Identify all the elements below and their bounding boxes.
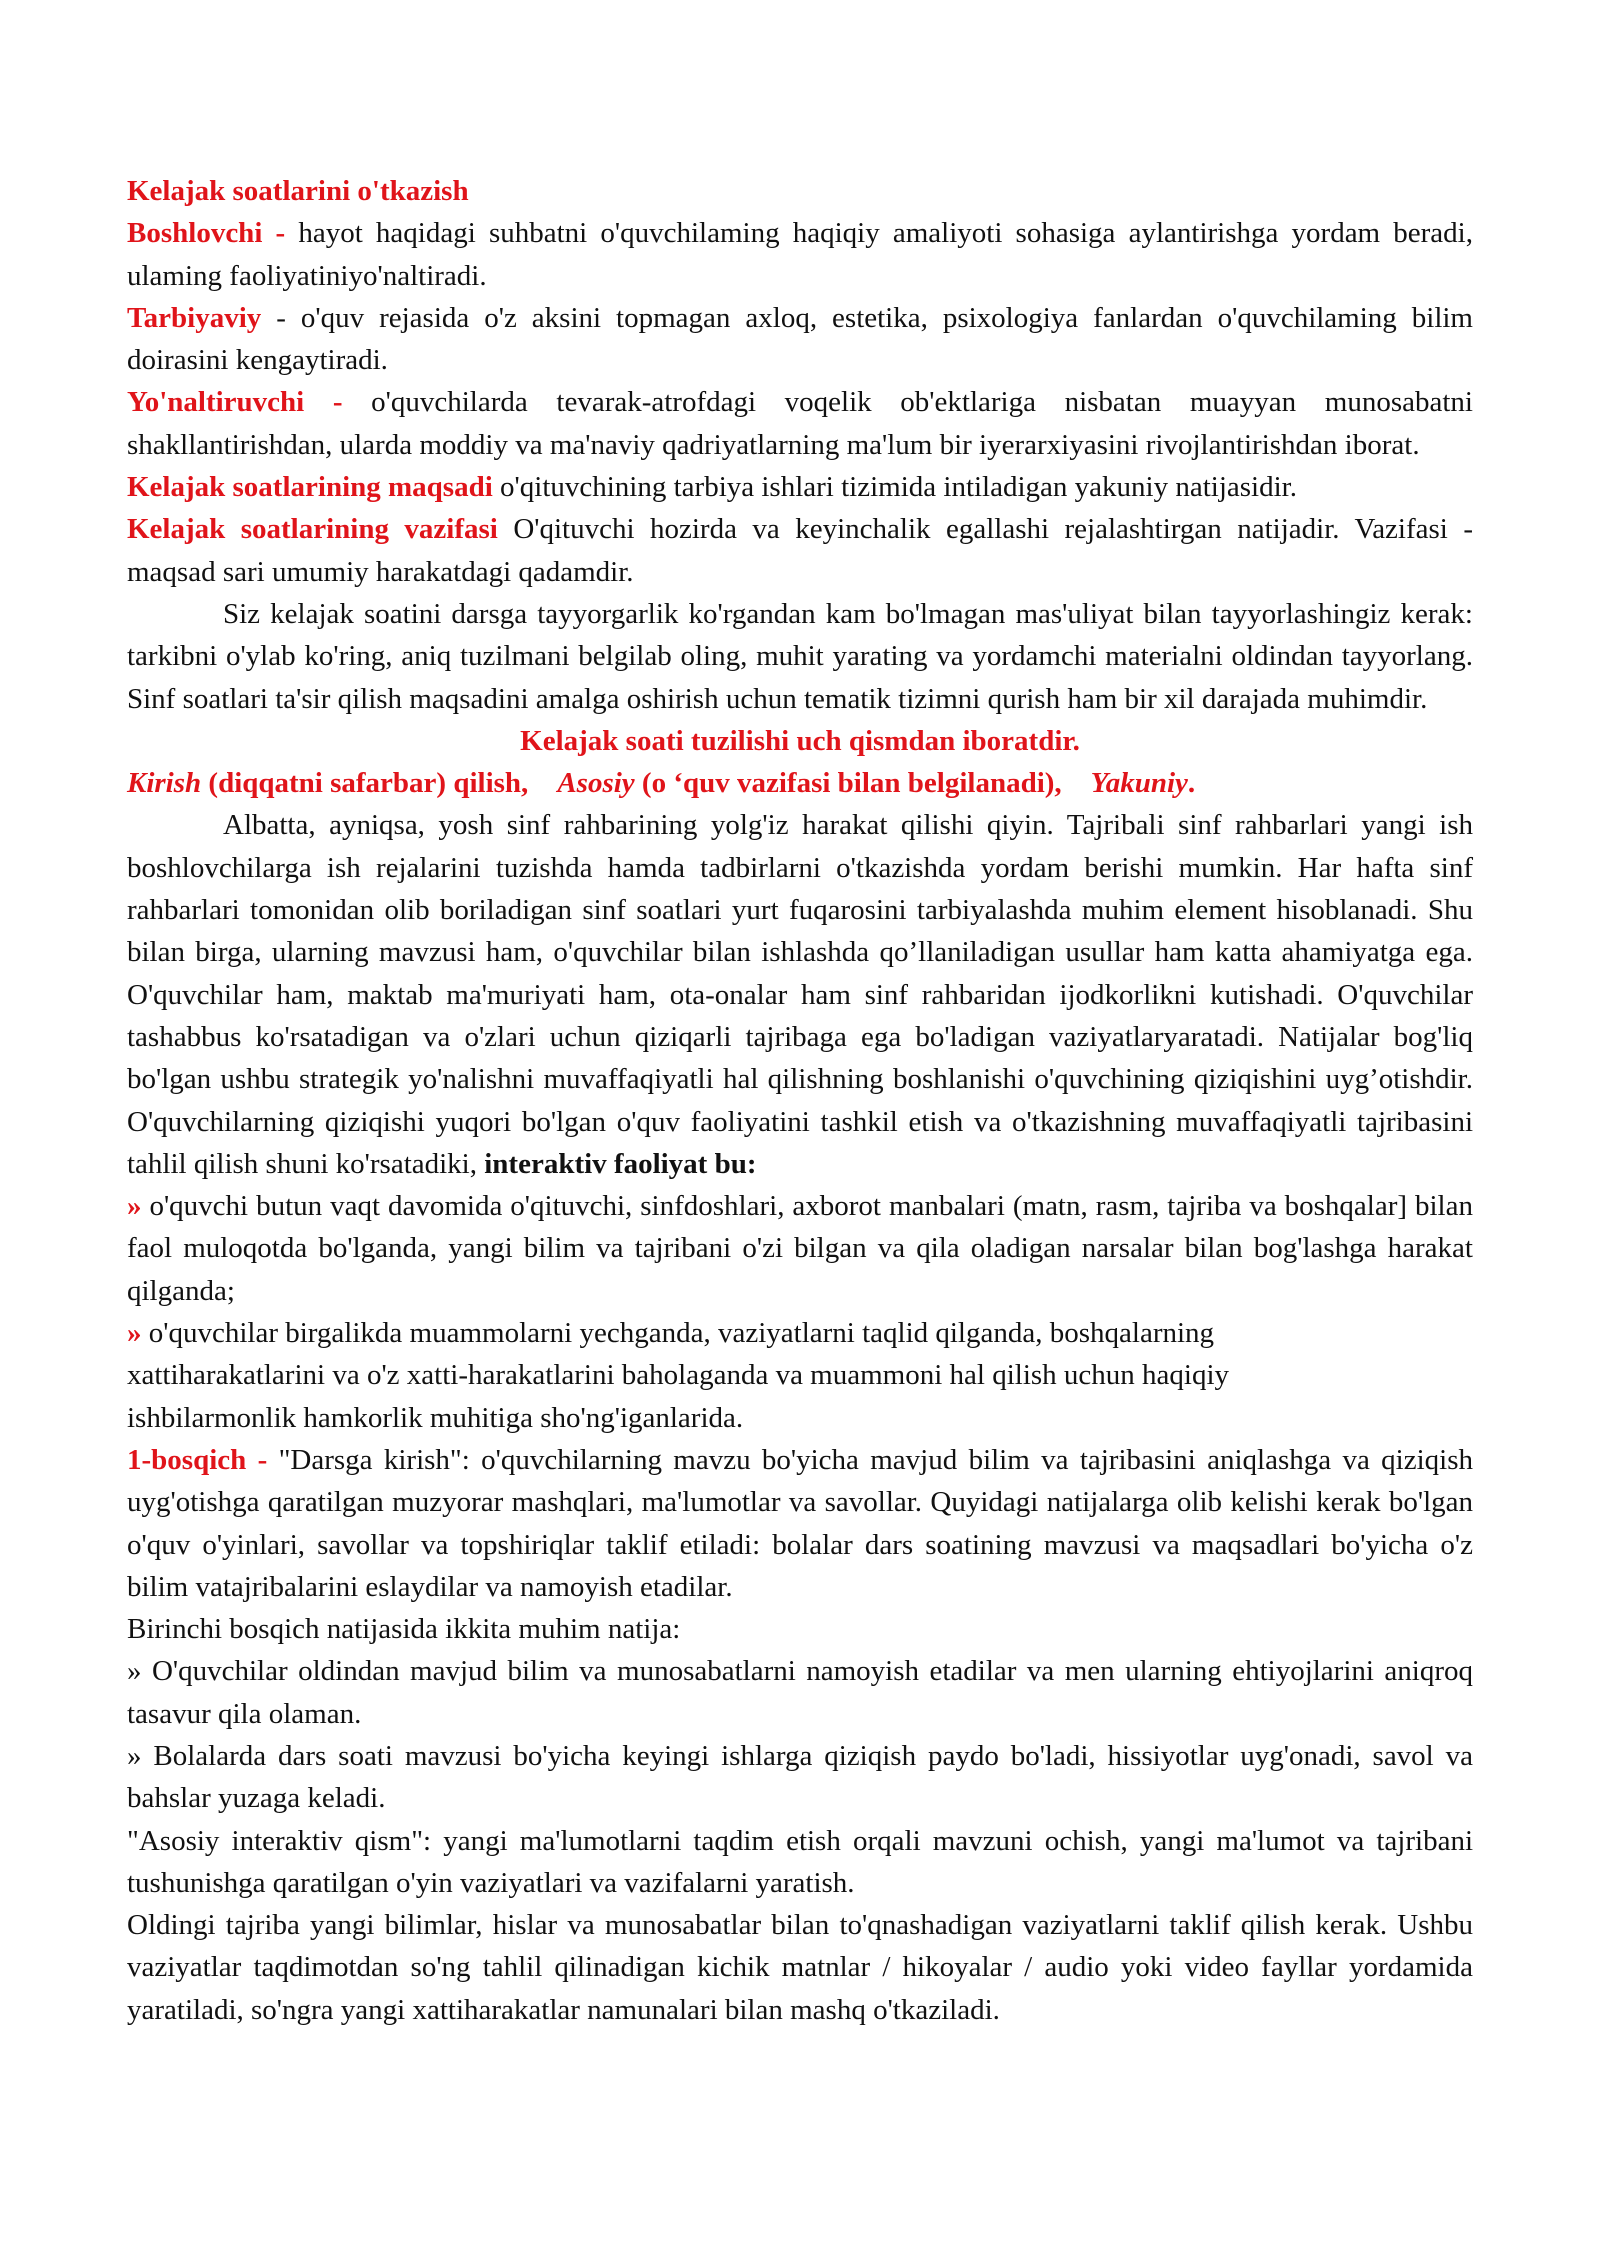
structure-heading-text: Kelajak soati tuzilishi uch qismdan iboratdir. — [520, 724, 1080, 757]
stage1-term: 1-bosqich - — [127, 1443, 268, 1476]
final-paragraph: Oldingi tajriba yangi bilimlar, hislar va munosabatlar bilan to'qnashadigan vaziyatlarni taklif qilish kerak. Ushbu vaziyatlar taqdimotdan so'ng tahlil qilinadigan kichik matnlar / hikoyalar / audio yoki video fayllar yordamida yaratiladi, so'ngra yangi xattiharakatlar namunalari bilan mashq o'tkaziladi. — [127, 1909, 1473, 2026]
structure-heading — [127, 720, 1473, 762]
bullet-marker: » — [127, 1190, 142, 1223]
part-yakuniy-text: . — [1187, 767, 1196, 800]
definition-text: o'qituvchining tarbiya ishlari tizimida intiladigan yakuniy natijasidir. — [492, 471, 1297, 504]
part-asosiy-text: (o ‘quv vazifasi bilan belgilanadi), — [634, 767, 1062, 800]
part-kirish-label: Kirish — [127, 767, 202, 800]
interactive-item-text: o'quvchi butun vaqt davomida o'qituvchi, sinfdoshlari, axborot manbalari (matn, rasm, tajriba va boshqalar] bilan faol muloqotda bo'lganda, yangi bilim va tajribani o'zi bilgan va qila oladigan narsalar bilan bog'lashga harakat qilganda; — [127, 1190, 1473, 1307]
structure-parts-line — [127, 762, 1473, 804]
main-paragraph-text: Albatta, ayniqsa, yosh sinf rahbarining yolg'iz harakat qilishi qiyin. Tajribali sinf rahbarlari yangi ish boshlovchilarga ish rejalarini tuzishda hamda tadbirlarni o'tkazishda yordam berishi mumkin. Har hafta sinf rahbarlari tomonidan olib boriladigan sinf soatlari yurt fuqarosini tarbiyalashda muhim element hisoblanadi. Shu bilan birga, ularning mavzusi ham, o'quvchilar bilan ishlashda qo’llaniladigan usullar ham katta ahamiyatga ega. O'quvchilar ham, maktab ma'muriyati ham, ota-onalar ham sinf rahbaridan ijodkorlikni kutishadi. O'quvchilar tashabbus ko'rsatadigan va o'zlari uchun qiziqarli tajribaga ega bo'ladigan vaziyatlaryaratadi. Natijalar bog'liq bo'lgan ushbu strategik yo'nalishni muvaffaqiyatli hal qilishning boshlanishi o'quvchining qiziqishini uyg’otishdir. O'quvchilarning qiziqishi yuqori bo'lgan o'quv faoliyatini tashkil etish va o'tkazishning muvaffaqiyatli tajribasini tahlil qilish shuni ko'rsatadiki, — [127, 809, 1473, 1180]
definition-term: Kelajak soatlarining maqsadi — [127, 471, 493, 504]
definition-text: o'quvchilarda tevarak-atrofdagi voqelik ob'ektlariga nisbatan muayyan munosabatni shakllantirishdan, ularda moddiy va ma'naviy qadriyatlarning ma'lum bir iyerarxiyasini rivojlantirishdan iborat. — [127, 386, 1473, 461]
definition-term: Boshlovchi - — [127, 217, 286, 250]
document-title — [127, 170, 1473, 212]
main-part-paragraph: "Asosiy interaktiv qism": yangi ma'lumotlarni taqdim etish orqali mavzuni ochish, yangi ma'lumot va tajribani tushunishga qaratilgan o'yin vaziyatlari va vazifalarni yaratish. — [127, 1824, 1473, 1899]
bullet-marker: » — [127, 1317, 142, 1350]
definition-yonaltiruvchi — [127, 381, 1473, 466]
definition-term: Tarbiyaviy — [127, 301, 262, 334]
definition-text: O'qituvchi hozirda va keyinchalik egallashi rejalashtirgan natijadir. Vazifasi - maqsad sari umumiy harakatdagi qadamdir. — [127, 513, 1473, 588]
definition-tarbiyaviy — [127, 297, 1473, 382]
part-kirish-text: (diqqatni safarbar) qilish, — [201, 767, 529, 800]
definition-term: Yo'naltiruvchi - — [127, 386, 343, 419]
main-paragraph — [127, 804, 1473, 1185]
title-text: Kelajak soatlarini o'tkazish — [127, 175, 469, 207]
part-asosiy-label: Asosiy — [557, 767, 635, 800]
definition-boshlovchi — [127, 212, 1473, 297]
stage1-text: "Darsga kirish": o'quvchilarning mavzu bo'yicha mavjud bilim va tajribasini aniqlashga va qiziqish uyg'otishga qaratilgan muzyorar mashqlari, ma'lumotlar va savollar. Quyidagi natijalarga olib kelishi kerak bo'lgan o'quv o'yinlari, savollar va topshiriqlar taklif etiladi: bolalar dars soatining mavzusi va maqsadlari bo'yicha o'z bilim vatajribalarini eslaydilar va namoyish etadilar. — [127, 1443, 1473, 1603]
result-item: » Bolalarda dars soati mavzusi bo'yicha keyingi ishlarga qiziqish paydo bo'ladi, hissiyotlar uyg'onadi, savol va bahslar yuzaga keladi. — [127, 1739, 1473, 1815]
definition-term: Kelajak soatlarining vazifasi — [127, 513, 498, 546]
interactive-item — [127, 1185, 1473, 1312]
interactive-heading: interaktiv faoliyat bu: — [484, 1147, 757, 1180]
definition-maqsad — [127, 466, 1473, 508]
result-item: » O'quvchilar oldindan mavjud bilim va munosabatlarni namoyish etadilar va men ularning ehtiyojlarini aniqroq tasavur qila olaman. — [127, 1655, 1473, 1730]
stage1-paragraph — [127, 1439, 1473, 1608]
definition-text: hayot haqidagi suhbatni o'quvchilaming haqiqiy amaliyoti sohasiga aylantirishga yordam beradi, ulaming faoliyatiniyo'naltiradi. — [127, 217, 1473, 292]
definition-text: - o'quv rejasida o'z aksini topmagan axloq, estetika, psixologiya fanlardan o'quvchilaming bilim doirasini kengaytiradi. — [127, 301, 1473, 377]
definition-vazifa — [127, 508, 1473, 593]
interactive-item-text: o'quvchilar birgalikda muammolarni yechganda, vaziyatlarni taqlid qilganda, boshqalarning xattiharakatlarini va o'z xatti-harakatlarini baholaganda va muammoni hal qilish uchun haqiqiy ishbilarmonlik hamkorlik muhitiga sho'ng'iganlarida. — [127, 1317, 1230, 1434]
part-yakuniy-label: Yakuniy — [1090, 767, 1188, 800]
results-intro: Birinchi bosqich natijasida ikkita muhim natija: — [127, 1613, 681, 1646]
prep-paragraph: Siz kelajak soatini darsga tayyorgarlik ko'rgandan kam bo'lmagan mas'uliyat bilan tayyorlashingiz kerak: tarkibni o'ylab ko'ring, aniq tuzilmani belgilab oling, muhit yarating va yordamchi materialni oldindan tayyorlang. Sinf soatlari ta'sir qilish maqsadini amalga oshirish uchun tematik tizimni qurish ham bir xil darajada muhimdir. — [127, 597, 1473, 715]
interactive-item — [127, 1312, 1473, 1439]
